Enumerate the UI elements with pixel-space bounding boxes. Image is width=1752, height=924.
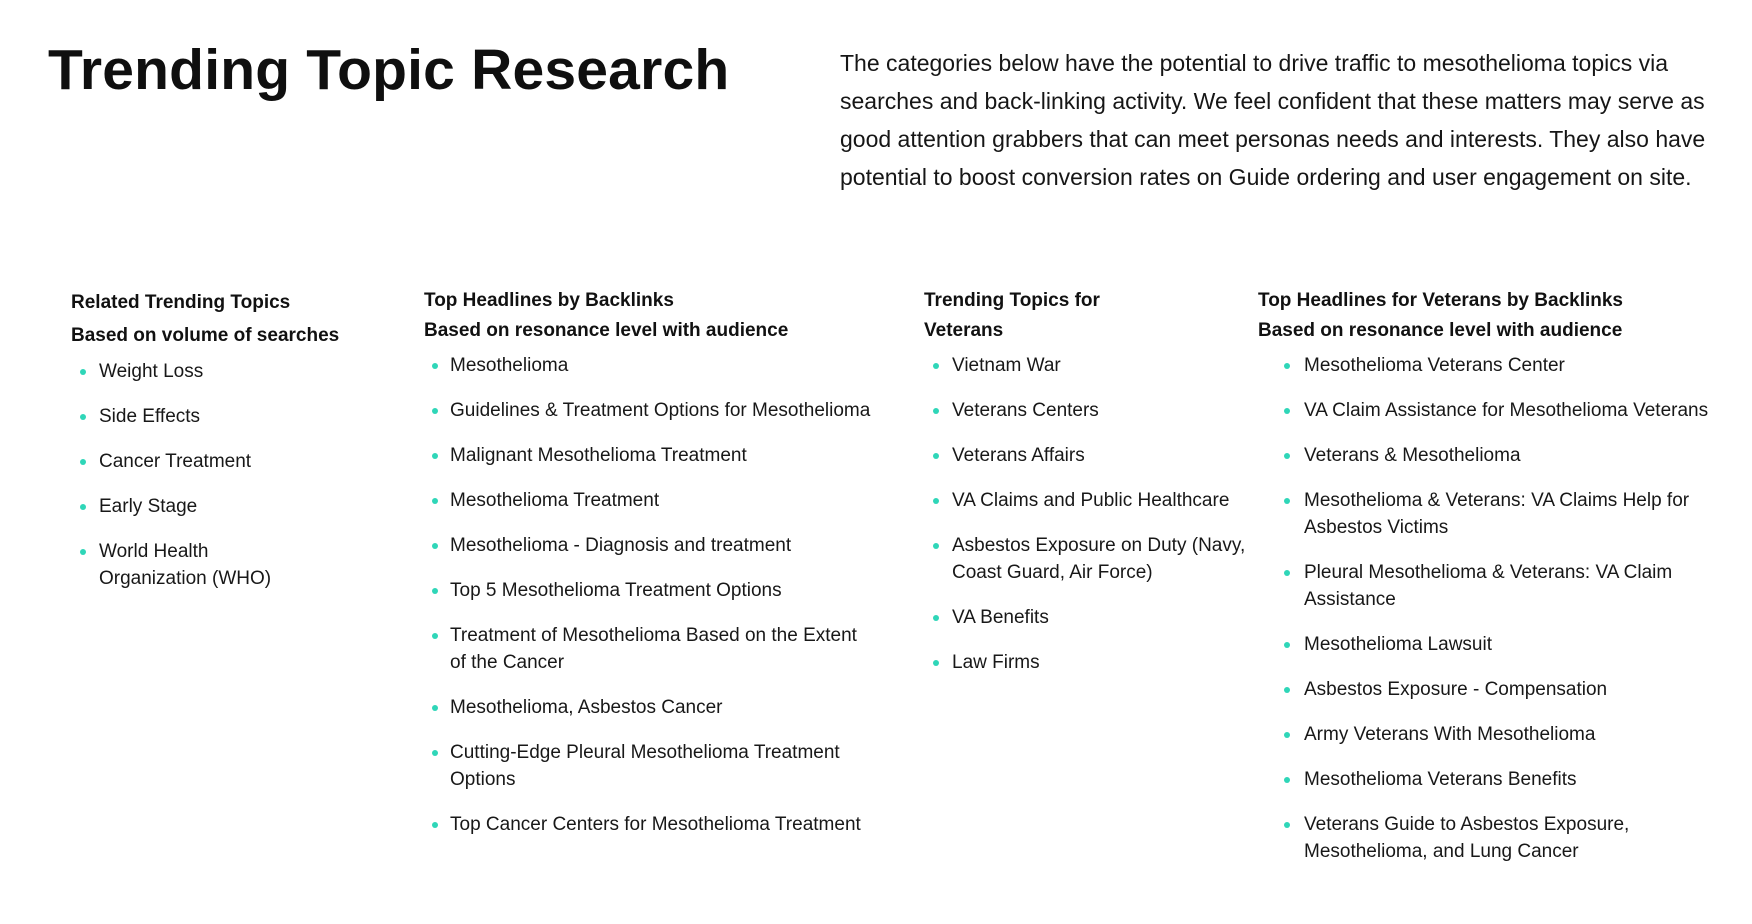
list-item xyxy=(71,538,289,592)
bullet-icon xyxy=(80,549,86,555)
column-heading-subtitle: Based on volume of searches xyxy=(71,325,340,346)
list-item-text: World Health Organization (WHO) xyxy=(99,541,272,589)
list-item-text: Malignant Mesothelioma Treatment xyxy=(450,445,747,466)
list-item xyxy=(924,397,1244,424)
column-heading-subtitle: Based on resonance level with audience xyxy=(424,320,789,341)
list-item xyxy=(924,352,1244,379)
list-item xyxy=(924,649,1244,676)
topic-list xyxy=(424,352,884,838)
bullet-icon xyxy=(432,498,438,504)
column-heading xyxy=(1258,286,1718,346)
column-trending-topics-for-veterans xyxy=(924,286,1244,694)
bullet-icon xyxy=(933,543,939,549)
bullet-icon xyxy=(1284,642,1290,648)
list-item xyxy=(1258,487,1744,541)
bullet-icon xyxy=(1284,777,1290,783)
list-item xyxy=(1258,397,1718,424)
column-heading-subtitle: Veterans xyxy=(924,320,1004,341)
list-item xyxy=(424,811,884,838)
list-item xyxy=(924,604,1244,631)
bullet-icon xyxy=(1284,453,1290,459)
list-item xyxy=(71,493,371,520)
bullet-icon xyxy=(432,588,438,594)
column-heading xyxy=(924,286,1244,346)
list-item-text: Treatment of Mesothelioma Based on the Extent of the Cancer xyxy=(450,625,857,673)
list-item xyxy=(924,487,1244,514)
list-item-text: Cutting-Edge Pleural Mesothelioma Treatment Options xyxy=(450,742,840,790)
list-item-text: Top 5 Mesothelioma Treatment Options xyxy=(450,580,782,601)
list-item-text: Vietnam War xyxy=(952,355,1061,376)
list-item-text: VA Claim Assistance for Mesothelioma Veterans xyxy=(1304,400,1709,421)
list-item xyxy=(424,487,884,514)
list-item-text: Veterans Guide to Asbestos Exposure, Mesothelioma, and Lung Cancer xyxy=(1304,814,1630,862)
list-item xyxy=(71,358,371,385)
column-heading xyxy=(424,286,884,346)
topic-list xyxy=(1258,352,1718,865)
bullet-icon xyxy=(432,633,438,639)
bullet-icon xyxy=(1284,498,1290,504)
list-item xyxy=(71,448,371,475)
bullet-icon xyxy=(432,822,438,828)
list-item-text: Mesothelioma Veterans Benefits xyxy=(1304,769,1577,790)
list-item-text: Mesothelioma Lawsuit xyxy=(1304,634,1492,655)
list-item-text: Early Stage xyxy=(99,496,198,517)
topic-list xyxy=(924,352,1244,676)
list-item-text: Asbestos Exposure on Duty (Navy, Coast Guard, Air Force) xyxy=(952,535,1246,583)
list-item-text: Cancer Treatment xyxy=(99,451,252,472)
column-heading-title: Related Trending Topics xyxy=(71,292,291,313)
bullet-icon xyxy=(432,705,438,711)
bullet-icon xyxy=(432,543,438,549)
list-item xyxy=(424,532,884,559)
list-item xyxy=(424,739,870,793)
bullet-icon xyxy=(933,363,939,369)
bullet-icon xyxy=(933,660,939,666)
list-item-text: Pleural Mesothelioma & Veterans: VA Claim Assistance xyxy=(1304,562,1673,610)
page-title: Trending Topic Research xyxy=(48,38,730,102)
column-heading-subtitle: Based on resonance level with audience xyxy=(1258,320,1623,341)
intro-paragraph: The categories below have the potential to drive traffic to mesothelioma topics via searches and back-linking activity. We feel confident that these matters may serve as good attention grabbers that can meet personas needs and interests. They also have potential to boost conversion rates on Guide ordering and user engagement on site. xyxy=(840,50,1706,190)
list-item xyxy=(424,442,884,469)
list-item-text: Law Firms xyxy=(952,652,1040,673)
list-item-text: Veterans & Mesothelioma xyxy=(1304,445,1521,466)
bullet-icon xyxy=(432,453,438,459)
column-top-headlines-by-backlinks xyxy=(424,286,884,856)
list-item xyxy=(424,694,884,721)
bullet-icon xyxy=(1284,408,1290,414)
list-item-text: Army Veterans With Mesothelioma xyxy=(1304,724,1596,745)
topic-list xyxy=(71,358,371,592)
bullet-icon xyxy=(80,504,86,510)
bullet-icon xyxy=(432,750,438,756)
column-heading-title: Trending Topics for xyxy=(924,290,1100,311)
list-item xyxy=(424,577,884,604)
column-heading xyxy=(71,286,371,352)
column-related-trending-topics xyxy=(71,286,371,610)
list-item-text: Mesothelioma xyxy=(450,355,569,376)
list-item-text: Side Effects xyxy=(99,406,201,427)
list-item xyxy=(924,442,1244,469)
bullet-icon xyxy=(1284,687,1290,693)
bullet-icon xyxy=(933,453,939,459)
list-item-text: Top Cancer Centers for Mesothelioma Treatment xyxy=(450,814,861,835)
list-item-text: Weight Loss xyxy=(99,361,204,382)
bullet-icon xyxy=(933,615,939,621)
bullet-icon xyxy=(1284,363,1290,369)
list-item-text: Guidelines & Treatment Options for Mesothelioma xyxy=(450,400,871,421)
list-item-text: Mesothelioma & Veterans: VA Claims Help for Asbestos Victims xyxy=(1304,490,1690,538)
list-item xyxy=(424,352,884,379)
list-item-text: Mesothelioma Veterans Center xyxy=(1304,355,1565,376)
column-heading-title: Top Headlines by Backlinks xyxy=(424,290,674,311)
list-item xyxy=(1258,442,1718,469)
list-item-text: Mesothelioma, Asbestos Cancer xyxy=(450,697,723,718)
list-item xyxy=(1258,352,1718,379)
bullet-icon xyxy=(1284,570,1290,576)
list-item-text: Mesothelioma - Diagnosis and treatment xyxy=(450,535,792,556)
bullet-icon xyxy=(432,363,438,369)
bullet-icon xyxy=(80,459,86,465)
list-item-text: Veterans Affairs xyxy=(952,445,1085,466)
list-item xyxy=(1258,676,1718,703)
list-item xyxy=(1258,721,1718,748)
bullet-icon xyxy=(933,498,939,504)
list-item xyxy=(1258,559,1744,613)
list-item xyxy=(924,532,1252,586)
bullet-icon xyxy=(80,414,86,420)
list-item xyxy=(424,622,870,676)
bullet-icon xyxy=(1284,822,1290,828)
bullet-icon xyxy=(80,369,86,375)
list-item-text: Mesothelioma Treatment xyxy=(450,490,660,511)
list-item xyxy=(424,397,884,424)
column-top-headlines-for-veterans xyxy=(1258,286,1718,883)
bullet-icon xyxy=(1284,732,1290,738)
list-item-text: VA Claims and Public Healthcare xyxy=(952,490,1230,511)
list-item xyxy=(1258,811,1704,865)
list-item xyxy=(71,403,371,430)
list-item xyxy=(1258,766,1718,793)
list-item xyxy=(1258,631,1718,658)
bullet-icon xyxy=(933,408,939,414)
list-item-text: VA Benefits xyxy=(952,607,1049,628)
list-item-text: Veterans Centers xyxy=(952,400,1099,421)
bullet-icon xyxy=(432,408,438,414)
column-heading-title: Top Headlines for Veterans by Backlinks xyxy=(1258,290,1623,311)
list-item-text: Asbestos Exposure - Compensation xyxy=(1304,679,1608,700)
